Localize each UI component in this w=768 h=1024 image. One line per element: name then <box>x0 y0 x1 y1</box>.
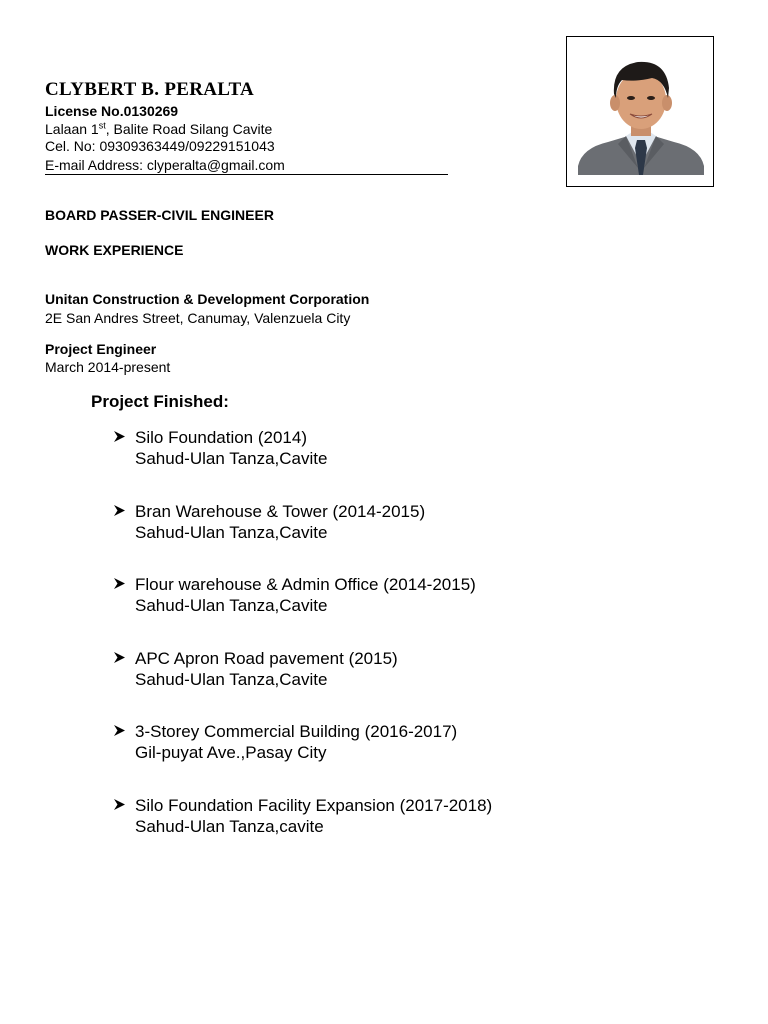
project-title: Silo Foundation (2014) <box>135 428 308 447</box>
projects-finished-heading: Project Finished: <box>91 392 229 411</box>
project-location: Sahud-Ulan Tanza,Cavite <box>135 669 328 689</box>
project-title: APC Apron Road pavement (2015) <box>135 648 398 668</box>
arrow-bullet-icon <box>113 577 126 590</box>
project-title: Silo Foundation Facility Expansion (2017-2018) <box>135 795 493 815</box>
candidate-name: CLYBERT B. PERALTA <box>45 79 255 100</box>
headline: BOARD PASSER-CIVIL ENGINEER <box>45 207 274 223</box>
cellphone-number: Cel. No: 09309363449/09229151043 <box>45 138 275 154</box>
job-position: Project Engineer <box>45 341 157 357</box>
project-location: Sahud-Ulan Tanza,cavite <box>135 816 324 836</box>
company-name: Unitan Construction & Development Corporation <box>45 291 370 307</box>
arrow-bullet-icon <box>113 651 126 664</box>
project-location: Gil-puyat Ave.,Pasay City <box>135 743 327 762</box>
arrow-bullet-icon <box>113 724 126 737</box>
project-location: Sahud-Ulan Tanza,Cavite <box>135 522 328 542</box>
project-title: 3-Storey Commercial Building (2016-2017) <box>135 722 458 741</box>
email-address: E-mail Address: clyperalta@gmail.com <box>45 157 448 175</box>
project-location: Sahud-Ulan Tanza,Cavite <box>135 449 328 468</box>
home-address <box>45 121 272 138</box>
profile-photo-frame <box>566 36 714 187</box>
profile-photo <box>578 48 704 175</box>
work-experience-heading: WORK EXPERIENCE <box>45 242 184 258</box>
arrow-bullet-icon <box>113 798 126 811</box>
project-title: Bran Warehouse & Tower (2014-2015) <box>135 501 426 521</box>
company-address: 2E San Andres Street, Canumay, Valenzuela City <box>45 310 351 326</box>
arrow-bullet-icon <box>113 430 126 443</box>
job-dates: March 2014-present <box>45 359 171 375</box>
address-suffix: , Balite Road Silang Cavite <box>105 121 273 137</box>
arrow-bullet-icon <box>113 504 126 517</box>
address-prefix: Lalaan 1 <box>45 121 99 137</box>
license-number: License No.0130269 <box>45 103 179 119</box>
address-superscript: st <box>98 120 106 131</box>
project-title: Flour warehouse & Admin Office (2014-2015) <box>135 575 476 594</box>
project-location: Sahud-Ulan Tanza,Cavite <box>135 596 328 615</box>
